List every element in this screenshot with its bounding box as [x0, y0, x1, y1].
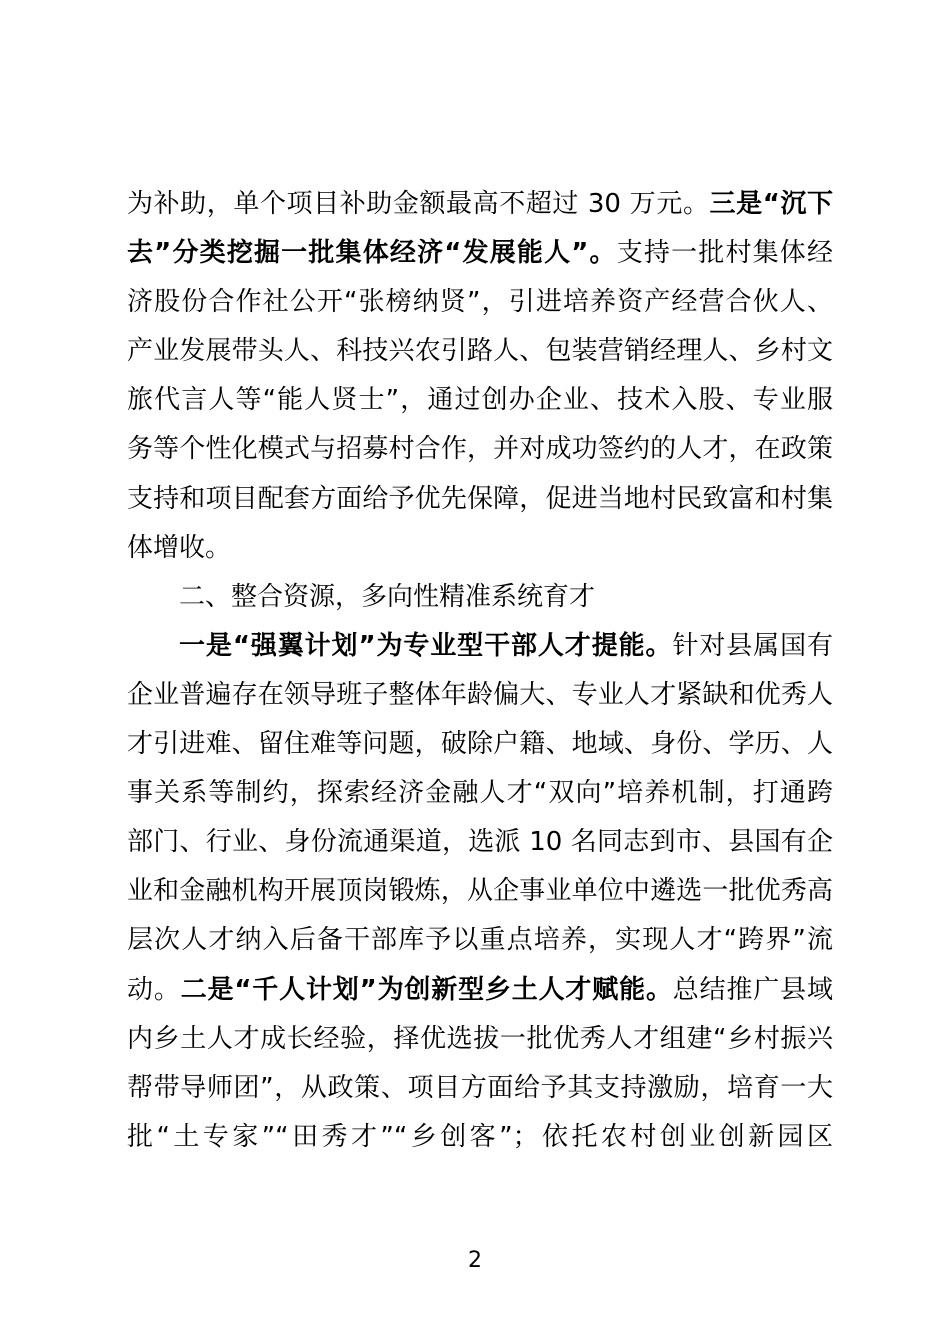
text-line: 企业普遍存在领导班子整体年龄偏大、专业人才紧缺和优秀人 [127, 679, 833, 710]
text-line: 业和金融机构开展顶岗锻炼，从企事业单位中遴选一批优秀高 [127, 876, 833, 907]
text-line: 产业发展带头人、科技兴农引路人、包装营销经理人、乡村文 [127, 336, 833, 367]
text-line [127, 180, 833, 229]
text-line [127, 966, 833, 1015]
text-line: 内乡土人才成长经验，择优选拔一批优秀人才组建“乡村振兴 [127, 1023, 833, 1054]
text-line: 体增收。 [127, 532, 232, 563]
page-number: 2 [468, 1248, 482, 1273]
text-line: 务等个性化模式与招募村合作，并对成功签约的人才，在政策 [127, 434, 833, 465]
bold-heading-run: 一是“强翼计划”为专业型干部人才提能。 [179, 630, 673, 661]
bold-heading-run: 三是“沉下 [709, 189, 833, 219]
text-line: 批“土专家”“田秀才”“乡创客”；依托农村创业创新园区 [127, 1121, 833, 1152]
text-line: 部门、行业、身份流通渠道，选派 10 名同志到市、县国有企 [127, 827, 833, 858]
text-run: 针对县属国有 [672, 630, 833, 661]
text-line: 才引进难、留住难等问题，破除户籍、地域、身份、学历、人 [127, 729, 833, 760]
bold-heading-run: 二是“千人计划”为创新型乡土人才赋能。 [180, 974, 673, 1005]
section-heading: 二、整合资源，多向性精准系统育才 [179, 581, 596, 612]
text-line: 济股份合作社公开“张榜纳贤”，引进培养资产经营合伙人、 [127, 287, 833, 318]
text-run: 支持一批村集体经 [616, 238, 833, 269]
text-line: 事关系等制约，探索经济金融人才“双向”培养机制，打通跨 [127, 778, 833, 809]
text-line: 帮带导师团”，从政策、项目方面给予其支持激励，培育一大 [127, 1072, 833, 1103]
text-run: 总结推广县域 [672, 974, 833, 1005]
text-run: 动。 [127, 974, 181, 1005]
bold-heading-run: 去”分类挖掘一批集体经济“发展能人”。 [127, 238, 617, 269]
text-line: 支持和项目配套方面给予优先保障，促进当地村民致富和村集 [127, 483, 833, 514]
text-line: 旅代言人等“能人贤士”，通过创办企业、技术入股、专业服 [127, 385, 833, 416]
document-body [127, 180, 833, 1162]
text-line [127, 229, 833, 278]
text-line [127, 622, 833, 671]
text-line: 层次人才纳入后备干部库予以重点培养，实现人才“跨界”流 [127, 925, 833, 956]
text-run: 为补助，单个项目补助金额最高不超过 30 万元。 [127, 189, 710, 219]
